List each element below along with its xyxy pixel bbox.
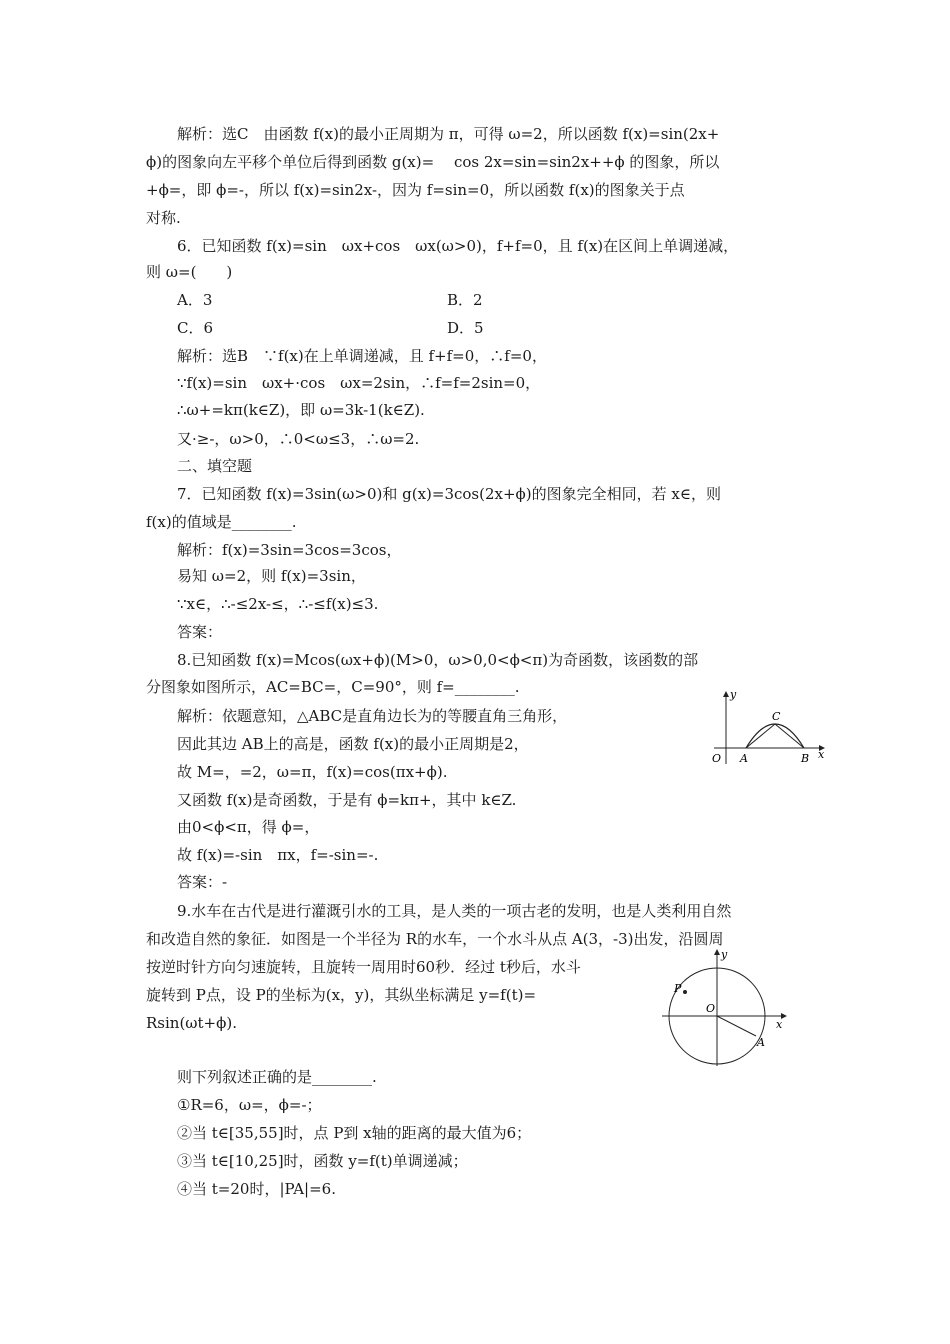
label-x: x xyxy=(776,1018,783,1031)
text-line: ∵x∈，∴-≤2x-≤，∴-≤f(x)≤3. xyxy=(177,595,379,613)
label-c: C xyxy=(772,710,781,723)
label-o: O xyxy=(706,1002,716,1015)
text-line: ∴ω+=kπ(k∈Z)，即 ω=3k-1(k∈Z). xyxy=(177,401,425,419)
choice-d: D．5 xyxy=(447,319,484,337)
label-y: y xyxy=(730,688,737,701)
section-heading: 二、填空题 xyxy=(177,457,253,475)
text-line: 又·≥-，ω>0，∴0<ω≤3，∴ω=2. xyxy=(177,430,420,448)
text-line: 由0<ϕ<π，得 ϕ=， xyxy=(177,818,320,836)
text-line: 故 f(x)=-sin πx，f=-sin=-. xyxy=(177,846,379,864)
statement-1: ①R=6，ω=，ϕ=-； xyxy=(177,1096,322,1114)
question-8: 8.已知函数 f(x)=Mcos(ωx+ϕ)(M>0，ω>0,0<ϕ<π)为奇函数，该函数的部 xyxy=(177,651,699,669)
text-line: ϕ)的图象向左平移个单位后得到函数 g(x)= cos 2x=sin=sin2x++ϕ 的图象，所以 xyxy=(146,153,720,171)
text-line: 故 M=，=2，ω=π，f(x)=cos(πx+ϕ). xyxy=(177,763,448,781)
text-line: +ϕ=，即 ϕ=-，所以 f(x)=sin2x-，因为 f=sin=0，所以函数 f(x)的图象关于点 xyxy=(146,181,685,199)
choice-a: A．3 xyxy=(177,291,213,309)
label-y: y xyxy=(721,948,728,961)
answer-label: 答案： xyxy=(177,623,223,641)
label-x: x xyxy=(818,748,825,761)
text-line: 因此其边 AB上的高是，函数 f(x)的最小正周期是2， xyxy=(177,735,529,753)
text-line: 则 ω=( ) xyxy=(146,263,233,281)
text-line: 对称. xyxy=(146,209,181,227)
radius-oa xyxy=(717,1016,756,1036)
statement-2: ②当 t∈[35,55]时，点 P到 x轴的距离的最大值为6； xyxy=(177,1124,532,1142)
question-6: 6．已知函数 f(x)=sin ωx+cos ωx(ω>0)，f+f=0，且 f(x)在区间上单调递减， xyxy=(177,237,739,255)
question-9: 9.水车在古代是进行灌溉引水的工具，是人类的一项古老的发明，也是人类利用自然 xyxy=(177,902,732,920)
text-line: 解析：f(x)=3sin=3cos=3cos， xyxy=(177,541,402,559)
figure-triangle-arc xyxy=(700,686,830,768)
label-p: P xyxy=(674,982,682,995)
text-line: 旋转到 P点，设 P的坐标为(x，y)，其纵坐标满足 y=f(t)= xyxy=(146,986,537,1004)
text-line: 则下列叙述正确的是________. xyxy=(177,1068,377,1086)
text-line: 又函数 f(x)是奇函数，于是有 ϕ=kπ+，其中 k∈Z. xyxy=(177,791,517,809)
text-line: Rsin(ωt+ϕ). xyxy=(146,1014,237,1032)
text-line: 解析：选B ∵f(x)在上单调递减，且 f+f=0，∴f=0， xyxy=(177,347,547,365)
label-o: O xyxy=(712,752,722,765)
label-a: A xyxy=(757,1036,765,1049)
text-line: f(x)的值域是________. xyxy=(146,513,297,531)
text-line: 按逆时针方向匀速旋转，且旋转一周用时60秒．经过 t秒后，水斗 xyxy=(146,958,581,976)
text-line: ∵f(x)=sin ωx+·cos ωx=2sin，∴f=f=2sin=0， xyxy=(177,374,541,392)
label-a: A xyxy=(740,752,748,765)
question-7: 7．已知函数 f(x)=3sin(ω>0)和 g(x)=3cos(2x+ϕ)的图象完全相同，若 x∈，则 xyxy=(177,485,721,503)
text-line: 和改造自然的象征．如图是一个半径为 R的水车，一个水斗从点 A(3，-3)出发，沿圆周 xyxy=(146,930,724,948)
text-line: 解析：依题意知，△ABC是直角边长为的等腰直角三角形， xyxy=(177,707,568,725)
figure-waterwheel xyxy=(660,946,790,1068)
choice-c: C．6 xyxy=(177,319,214,337)
text-line: 解析：选C 由函数 f(x)的最小正周期为 π，可得 ω=2，所以函数 f(x)=sin(2x+ xyxy=(177,125,720,143)
cos-arc xyxy=(746,724,804,748)
text-line: 易知 ω=2，则 f(x)=3sin， xyxy=(177,567,366,585)
statement-4: ④当 t=20时，|PA|=6. xyxy=(177,1180,336,1198)
text-line: 分图象如图所示，AC=BC=，C=90°，则 f=________. xyxy=(146,678,520,696)
answer-label: 答案：- xyxy=(177,873,228,891)
label-b: B xyxy=(801,752,810,765)
choice-b: B．2 xyxy=(447,291,483,309)
point-p xyxy=(683,990,687,994)
statement-3: ③当 t∈[10,25]时，函数 y=f(t)单调递减； xyxy=(177,1152,468,1170)
